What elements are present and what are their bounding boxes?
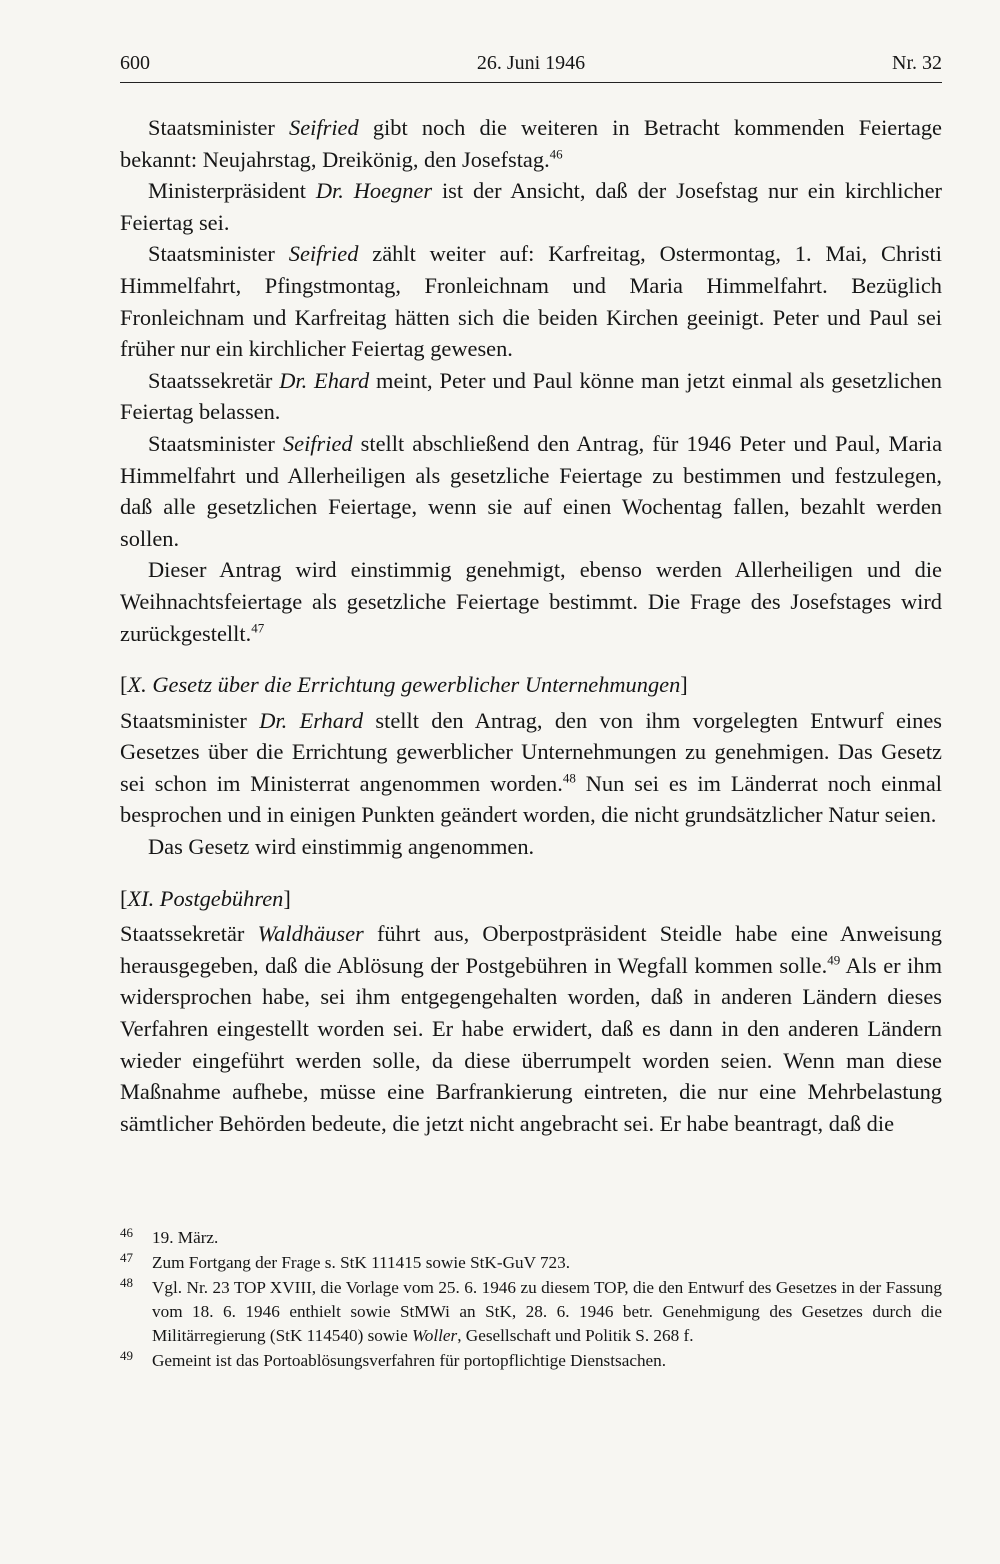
text-run: gibt noch die weiteren in Betracht kommenden Feiertage bekannt: Neujahrstag, Dreikönig, den Josefstag.	[120, 115, 942, 172]
paragraph	[120, 238, 942, 364]
paragraph	[120, 831, 942, 863]
text-run: Staatssekretär	[148, 367, 280, 393]
speaker-name: Dr. Ehard	[279, 367, 370, 393]
speaker-name: Waldhäuser	[257, 921, 364, 947]
footnote-text: 19. März.	[152, 1228, 219, 1247]
text-run: Dieser Antrag wird einstimmig genehmigt, ebenso werden Allerheiligen und die Weihnachtsfeiertage als gesetzliche Feiertage bestimmt. Die Frage des Josefstages wird zurückgestellt.	[120, 557, 942, 646]
section-title: X. Gesetz über die Errichtung gewerblicher Unternehmungen	[127, 672, 681, 698]
text-run: ist der Ansicht, daß der Josefstag nur ein kirchlicher Feiertag sei.	[120, 178, 942, 235]
footnote-number: 46	[120, 1225, 133, 1240]
paragraph	[120, 554, 942, 649]
footnote-ref[interactable]: 46	[549, 146, 563, 162]
footnote-ref[interactable]: 47	[251, 620, 265, 636]
footnote-text: , Gesellschaft und Politik S. 268 f.	[457, 1326, 694, 1345]
speaker-name: Dr. Hoegner	[315, 178, 433, 204]
text-run: stellt abschließend den Antrag, für 1946 Peter und Paul, Maria Himmelfahrt und Allerheiligen als gesetzliche Feiertage zu bestimmen und festzulegen, daß alle gesetzlichen Feiertage, wenn sie auf einen Wochentag fallen, bezahlt werden sollen.	[120, 430, 943, 551]
paragraph	[120, 175, 942, 238]
paragraph	[120, 428, 942, 554]
footnote-ref[interactable]: 49	[827, 952, 841, 968]
text-run: Staatsminister	[148, 241, 289, 267]
footnote	[120, 1251, 942, 1275]
paragraph	[120, 705, 942, 831]
text-run: Staatsminister	[148, 115, 290, 140]
text-run: meint, Peter und Paul könne man jetzt einmal als gesetzlichen Feiertag belassen.	[120, 367, 942, 425]
text-run: Staatsminister	[120, 707, 260, 733]
paragraph	[120, 918, 942, 1139]
text-run: Das Gesetz wird einstimmig angenommen.	[148, 834, 535, 860]
author-name: Woller	[412, 1326, 458, 1345]
bracket: [	[120, 672, 128, 698]
bracket: ]	[680, 672, 688, 698]
footnotes	[120, 1226, 942, 1374]
footnote	[120, 1349, 942, 1373]
section-heading-xi	[120, 883, 942, 915]
footnote-text: Zum Fortgang der Frage s. StK 111415 sowie StK-GuV 723.	[152, 1253, 571, 1272]
footnote-text: Gemeint ist das Portoablösungsverfahren für portopflichtige Dienstsachen.	[152, 1351, 667, 1370]
bracket: [	[120, 885, 128, 911]
footnote-number: 49	[120, 1348, 133, 1363]
paragraph	[120, 365, 942, 428]
speaker-name: Seifried	[282, 430, 353, 456]
text-run: Nun sei es im Länderrat noch einmal besprochen und in einigen Punkten geändert worden, die nicht grundsätzlicher Natur seien.	[120, 770, 942, 828]
text-run: stellt den Antrag, den von ihm vorgelegten Entwurf eines Gesetzes über die Errichtung gewerblicher Unternehmungen zu genehmigen. Das Gesetz sei schon im Ministerrat angenommen worden.	[120, 707, 942, 796]
footnote-number: 47	[120, 1250, 133, 1265]
page-number: 600	[120, 52, 150, 74]
header-date: 26. Juni 1946	[476, 52, 586, 74]
footnote	[120, 1276, 942, 1348]
main-text	[120, 112, 942, 1139]
text-run: zählt weiter auf: Karfreitag, Ostermontag, 1. Mai, Christi Himmelfahrt, Pfingstmontag, Fronleichnam und Maria Himmelfahrt. Bezüglich Fronleichnam und Karfreitag hätten sich die beiden Kirchen geeinigt. Peter und Paul sei früher nur ein kirchlicher Feiertag gewesen.	[120, 241, 942, 362]
paragraph	[120, 112, 942, 175]
footnote-number: 48	[120, 1275, 133, 1290]
footnote-text: Vgl. Nr. 23 TOP XVIII, die Vorlage vom 25. 6. 1946 zu diesem TOP, die den Entwurf des Gesetzes in der Fassung vom 18. 6. 1946 enthielt sowie StMWi an StK, 28. 6. 1946 betr. Genehmigung des Gesetzes durch die Militärregierung (StK 114540) sowie	[152, 1278, 942, 1345]
text-run: Ministerpräsident	[148, 178, 316, 204]
footnote	[120, 1226, 942, 1250]
speaker-name: Dr. Erhard	[259, 707, 364, 733]
section-title: XI. Postgebühren	[127, 885, 284, 911]
speaker-name: Seifried	[288, 241, 359, 267]
speaker-name: Seifried	[289, 115, 359, 140]
bracket: ]	[283, 885, 291, 911]
text-run: Als er ihm widersprochen habe, sei ihm entgegengehalten worden, daß in anderen Ländern dieses Verfahren eingestellt worden sei. Er habe erwidert, daß es dann in den anderen Ländern wieder eingeführt werden solle, da diese überrumpelt worden seien. Wenn man diese Maßnahme aufhebe, müsse eine Barfrankierung eintreten, die nur eine Mehrbelastung sämtlicher Behörden bedeute, die jetzt nicht angebracht sei. Er habe beantragt, daß die	[120, 952, 942, 1136]
text-run: Staatsminister	[148, 430, 283, 456]
text-run: Staatssekretär	[120, 921, 258, 947]
section-heading-x	[120, 669, 942, 701]
running-header	[120, 48, 942, 83]
text-run: führt aus, Oberpostpräsident Steidle habe eine Anweisung herausgegeben, daß die Ablösung der Postgebühren in Wegfall kommen solle.	[120, 921, 942, 978]
document-number: Nr. 32	[892, 52, 942, 74]
footnote-ref[interactable]: 48	[562, 770, 576, 786]
